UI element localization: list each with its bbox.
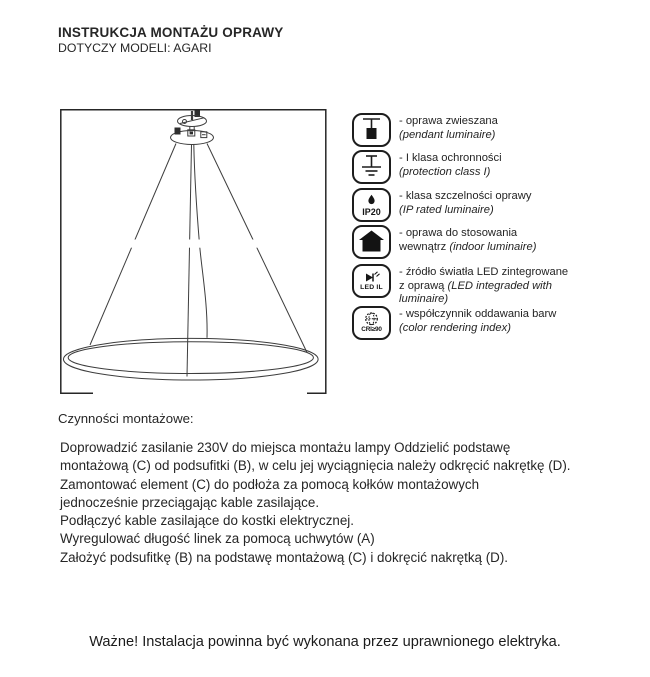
symbol-row-led [352,264,568,307]
symbol-label [399,150,502,179]
symbol-text-en: (IP rated luminaire) [399,203,494,216]
ip-rating-text: IP20 [362,206,381,217]
symbol-text-pl: - współczynnik oddawania barw [399,308,557,320]
assembly-steps-heading: Czynności montażowe: [58,411,194,426]
symbol-text-pl: wewnątrz [399,240,450,253]
instruction-line: Doprowadzić zasilanie 230V do miejsca montażu lampy Oddzielić podstawę [60,440,511,455]
symbol-row-protection-class [352,150,502,184]
assembly-steps [60,439,571,567]
symbol-label [399,264,568,307]
instruction-line: montażową (C) od podsufitki (B), w celu jej wyciągnięcia należy odkręcić nakrętkę (D). [60,458,571,474]
symbol-label [399,188,531,217]
symbol-row-ip-rating [352,188,531,222]
water-drop-icon [354,194,389,207]
instruction-line: Założyć podsufitkę (B) na podstawę montażową (C) i dokręcić nakrętką (D). [60,549,509,565]
symbol-text-en: (indoor luminaire) [449,240,537,253]
symbol-text-pl: - oprawa do stosowania [399,227,518,239]
symbol-text-pl: z oprawą [399,279,448,292]
pendant-lamp-drawing [60,109,327,395]
house-icon [354,227,389,257]
instruction-line: Wyregulować długość linek za pomocą uchwytów (A) [60,531,375,547]
symbol-text-pl: - I klasa ochronności [399,152,502,164]
pendant-luminaire-icon [352,113,391,147]
symbol-text-pl: - źródło światła LED zintegrowane [399,266,569,278]
led-integrated-icon [352,264,391,298]
cri-icon [352,306,391,340]
symbol-text-en: (protection class I) [399,165,491,178]
symbol-row-cri [352,306,556,340]
symbol-label [399,306,556,335]
important-warning-text: Ważne! Instalacja powinna być wykonana przez uprawnionego elektryka. [89,634,561,650]
indoor-luminaire-icon [352,225,391,259]
led-diode-icon [354,271,389,284]
instruction-line: Podłączyć kable zasilające do kostki elektrycznej. [60,513,354,529]
ip-rating-icon [352,188,391,222]
instruction-line: jednocześnie przeciągając kable zasilające. [60,494,320,510]
page-title: INSTRUKCJA MONTAŻU OPRAWY [58,25,284,40]
symbol-row-indoor [352,225,536,259]
protection-class-1-icon [352,150,391,184]
dotted-sphere-icon [354,312,389,326]
led-label-text: LED IL [360,283,383,291]
symbol-label [399,225,536,254]
page-subtitle: DOTYCZY MODELI: AGARI [58,41,212,55]
symbol-text-en: (color rendering index) [399,321,511,334]
cri-value-text: CRI≥90 [361,326,382,334]
symbol-text-pl: - klasa szczelności oprawy [399,190,532,202]
symbol-text-en: (pendant luminaire) [399,128,496,141]
symbol-text-en: (LED integraded with [447,279,552,292]
symbol-label [399,113,498,142]
symbol-text-en: luminaire) [399,293,449,305]
symbol-text-pl: - oprawa zwieszana [399,115,498,127]
instruction-line: Zamontować element (C) do podłoża za pomocą kołków montażowych [60,476,480,492]
symbol-row-pendant [352,113,498,147]
pendant-lamp-drawing-svg [60,109,327,395]
